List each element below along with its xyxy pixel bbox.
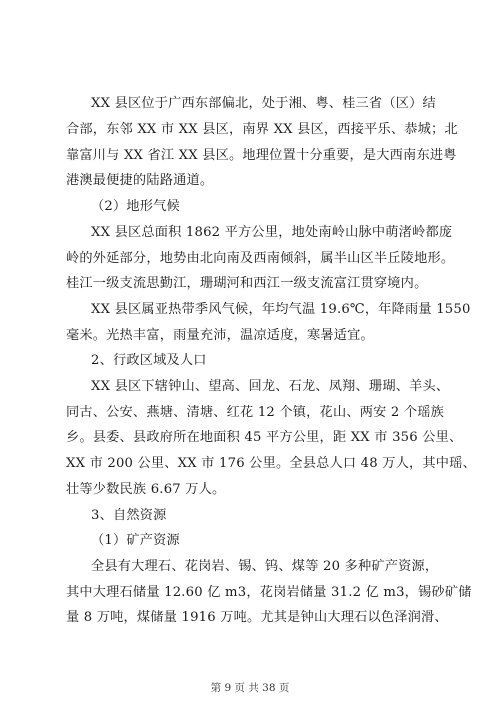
paragraph-line: 合部，东邻 XX 市 XX 县区，南界 XX 县区，西接平乐、恭城；北: [66, 122, 458, 137]
section-heading: （2）地形气候: [91, 199, 180, 214]
paragraph-line: 全县有大理石、花岗岩、锡、钨、煤等 20 多种矿产资源，: [91, 559, 439, 574]
paragraph-line: XX 县区总面积 1862 平方公里，地处南岭山脉中萌渚岭都庞: [91, 225, 453, 240]
paragraph-line: 量 8 万吨，煤储量 1916 万吨。尤其是钟山大理石以色泽润滑、: [66, 610, 448, 625]
paragraph-line: 同古、公安、燕塘、清塘、红花 12 个镇，花山、两安 2 个瑶族: [66, 405, 445, 420]
paragraph-line: 岭的外延部分，地势由北向南及西南倾斜，属半山区半丘陵地形。: [66, 251, 455, 266]
paragraph-line: 乡。县委、县政府所在地面积 45 平方公里，距 XX 市 356 公里、: [66, 430, 463, 445]
paragraph-line: 其中大理石储量 12.60 亿 m3，花岗岩储量 31.2 亿 m3，锡砂矿储: [66, 585, 472, 600]
paragraph-line: 靠富川与 XX 省江 XX 县区。地理位置十分重要，是大西南东进粤: [66, 148, 457, 163]
paragraph-line: XX 县区下辖钟山、望高、回龙、石龙、凤翔、珊瑚、羊头、: [91, 379, 450, 394]
paragraph-line: 港澳最便捷的陆路通道。: [66, 173, 214, 188]
paragraph-line: XX 县区位于广西东部偏北，处于湘、粤、桂三省（区）结: [91, 96, 436, 111]
section-heading: 3、自然资源: [91, 508, 167, 523]
paragraph-line: XX 县区属亚热带季风气候，年均气温 19.6℃，年降雨量 1550: [91, 302, 471, 317]
subsection-heading: （1）矿产资源: [91, 533, 180, 548]
paragraph-line: 桂江一级支流思勤江，珊瑚河和西江一级支流富江贯穿境内。: [66, 276, 428, 291]
section-heading: 2、行政区域及人口: [91, 353, 207, 368]
paragraph-line: 壮等少数民族 6.67 万人。: [66, 482, 226, 497]
paragraph-line: XX 市 200 公里、XX 市 176 公里。全县总人口 48 万人，其中瑶、: [66, 456, 476, 471]
paragraph-line: 毫米。光热丰富，雨量充沛，温凉适度，寒暑适宜。: [66, 328, 374, 343]
page-footer: 第 9 页 共 38 页: [210, 682, 290, 694]
